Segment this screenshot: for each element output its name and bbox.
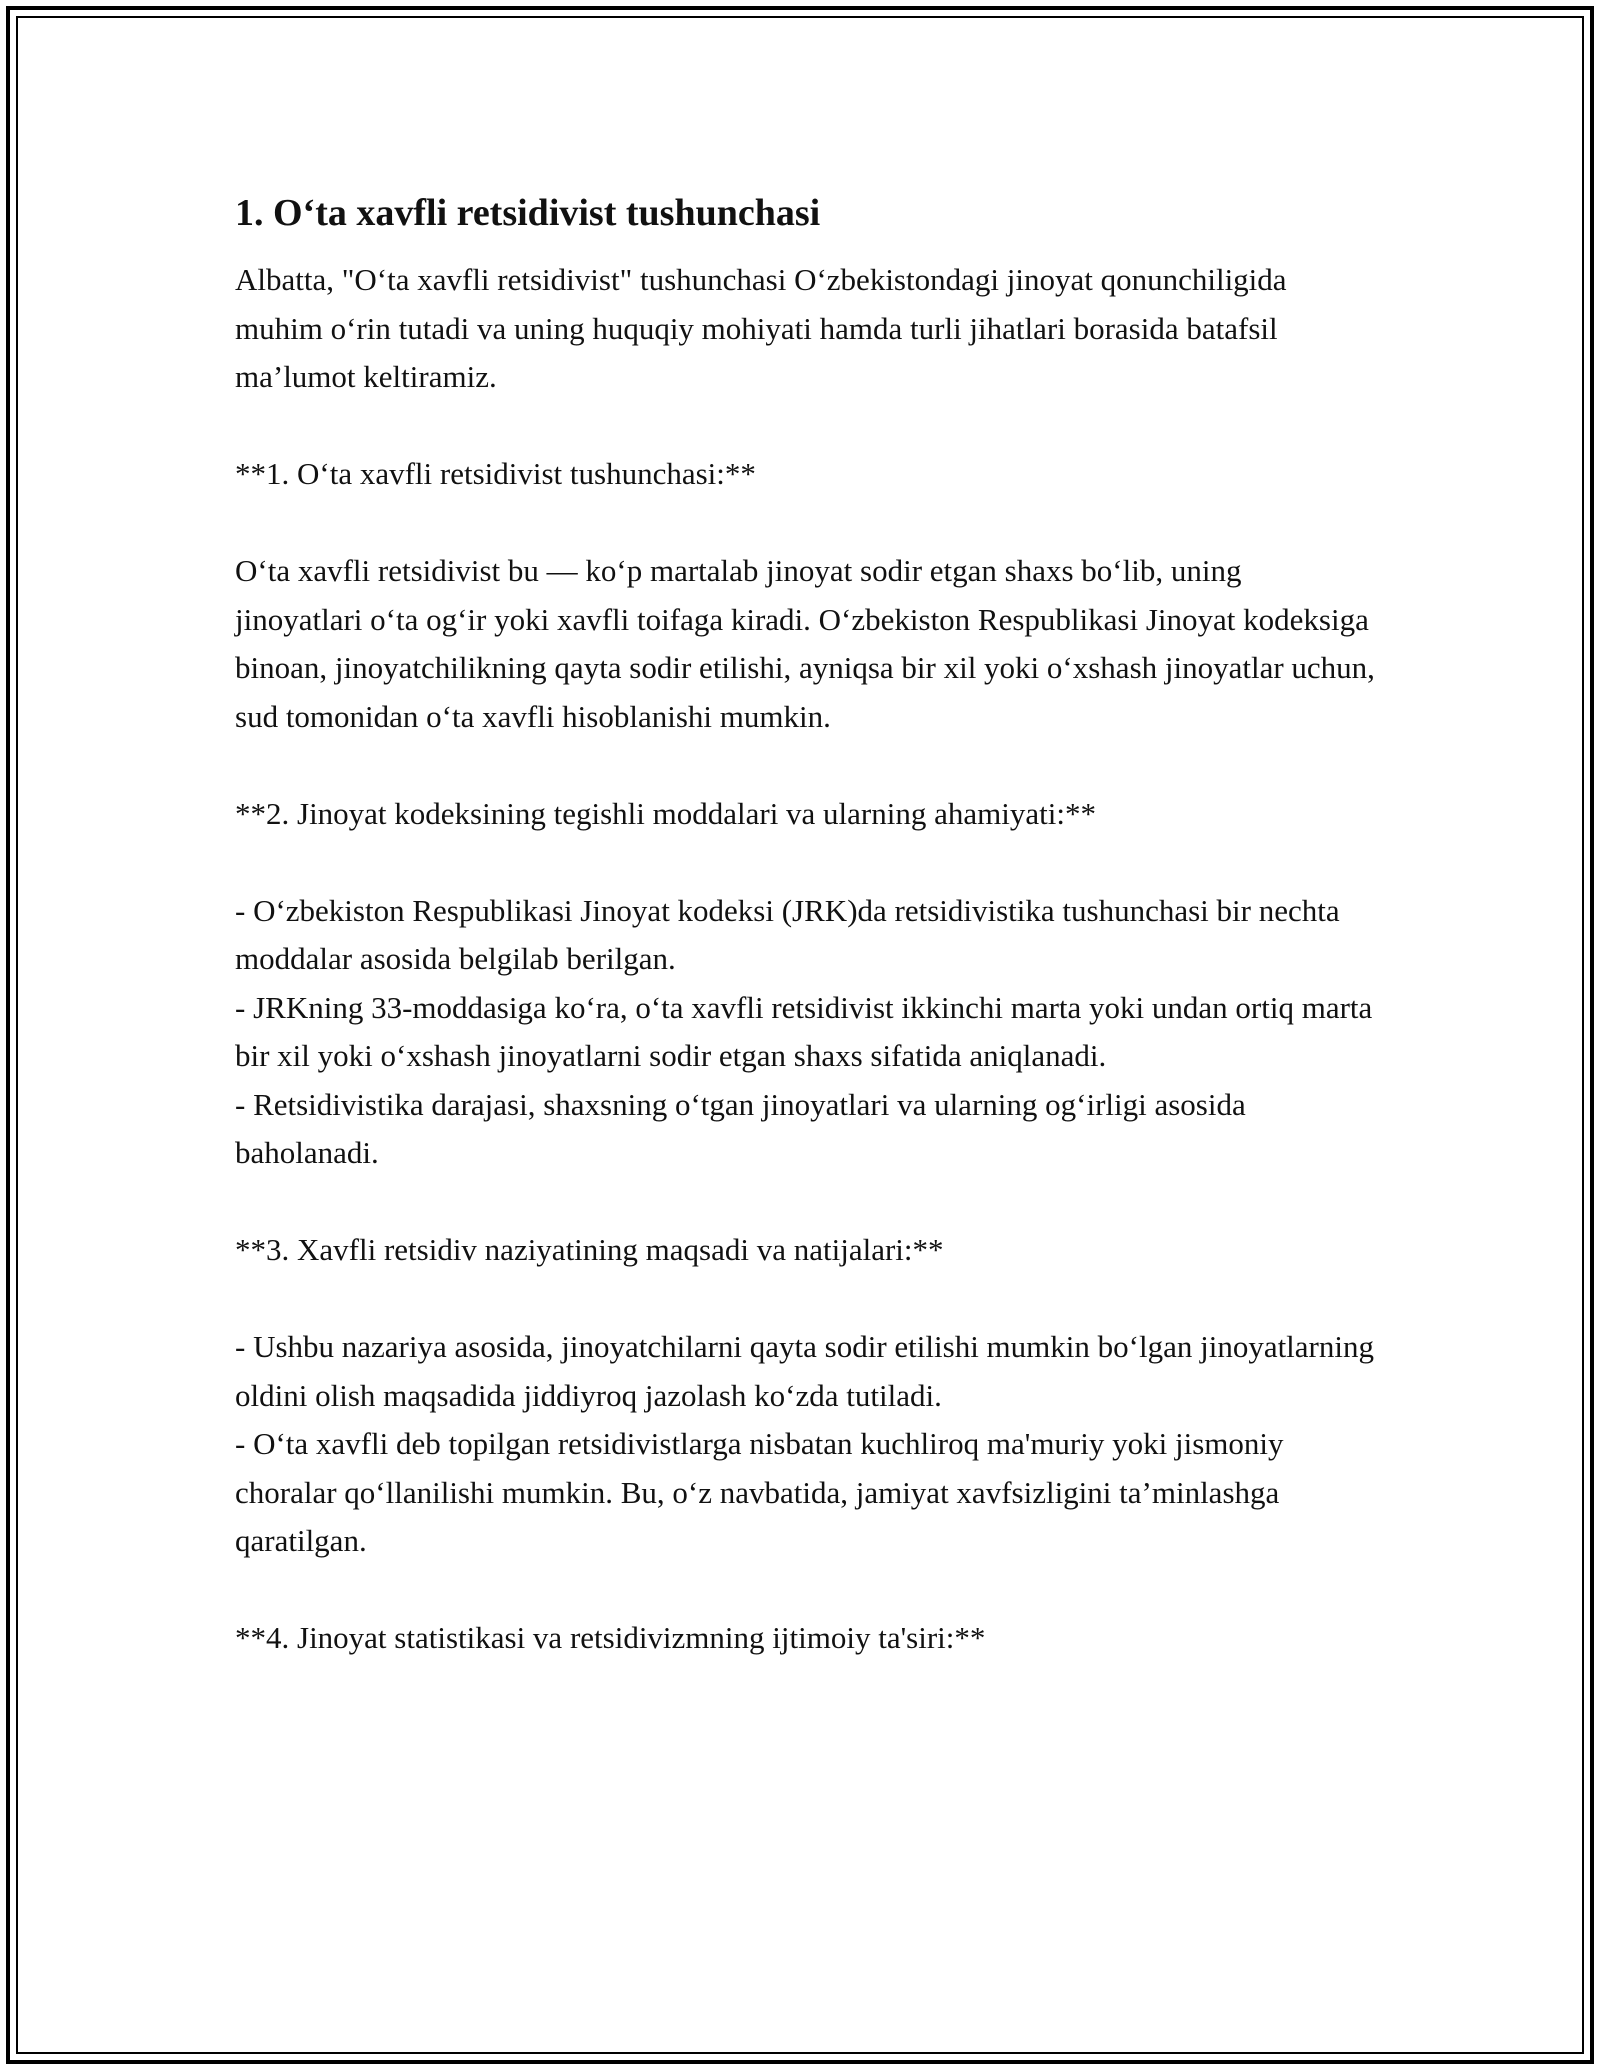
spacer — [235, 838, 1375, 887]
section-2-item: - Retsidivistika darajasi, shaxsning o‘tgan jinoyatlari va ularning og‘irligi asosida baholanadi. — [235, 1086, 1246, 1170]
section-3-item: - Ushbu nazariya asosida, jinoyatchilarni qayta sodir etilishi mumkin bo‘lgan jinoyatlarning oldini olish maqsadida jiddiyroq jazolash ko‘zda tutiladi. — [235, 1329, 1374, 1413]
section-1-heading: **1. O‘ta xavfli retsidivist tushunchasi:** — [235, 456, 756, 491]
spacer — [235, 1566, 1375, 1615]
document-title: 1. O‘ta xavfli retsidivist tushunchasi — [235, 192, 821, 234]
section-1-paragraph: O‘ta xavfli retsidivist bu — ko‘p martalab jinoyat sodir etgan shaxs bo‘lib, uning jinoyatlari o‘ta og‘ir yoki xavfli toifaga kiradi. O‘zbekiston Respublikasi Jinoyat kodeksiga binoan, jinoyatchilikning qayta sodir etilishi, ayniqsa bir xil yoki o‘xshash jinoyatlar uchun, sud tomonidan o‘ta xavfli hisoblanishi mumkin. — [235, 553, 1375, 734]
spacer — [235, 1178, 1375, 1227]
intro-paragraph: Albatta, "O‘ta xavfli retsidivist" tushunchasi O‘zbekistondagi jinoyat qonunchiligida muhim o‘rin tutadi va uning huquqiy mohiyati hamda turli jihatlari borasida batafsil ma’lumot keltiramiz. — [235, 262, 1287, 394]
section-3-item: - O‘ta xavfli deb topilgan retsidivistlarga nisbatan kuchliroq ma'muriy yoki jismoniy choralar qo‘llanilishi mumkin. Bu, o‘z navbatida, jamiyat xavfsizligini ta’minlashga qaratilgan. — [235, 1426, 1284, 1558]
spacer — [235, 1275, 1375, 1324]
section-2-item: - JRKning 33-moddasiga ko‘ra, o‘ta xavfli retsidivist ikkinchi marta yoki undan ortiq marta bir xil yoki o‘xshash jinoyatlarni sodir etgan shaxs sifatida aniqlanadi. — [235, 989, 1373, 1073]
section-2-heading: **2. Jinoyat kodeksining tegishli moddalari va ularning ahamiyati:** — [235, 795, 1096, 831]
spacer — [235, 741, 1375, 790]
section-3-heading: **3. Xavfli retsidiv naziyatining maqsadi va natijalari:** — [235, 1232, 944, 1267]
section-4-heading: **4. Jinoyat statistikasi va retsidivizmning ijtimoiy ta'siri:** — [235, 1620, 986, 1655]
spacer — [235, 499, 1375, 548]
spacer — [235, 402, 1375, 451]
section-2-item: - O‘zbekiston Respublikasi Jinoyat kodeksi (JRK)da retsidivistika tushunchasi bir nechta moddalar asosida belgilab berilgan. — [235, 892, 1340, 976]
document-body — [235, 188, 1375, 1663]
